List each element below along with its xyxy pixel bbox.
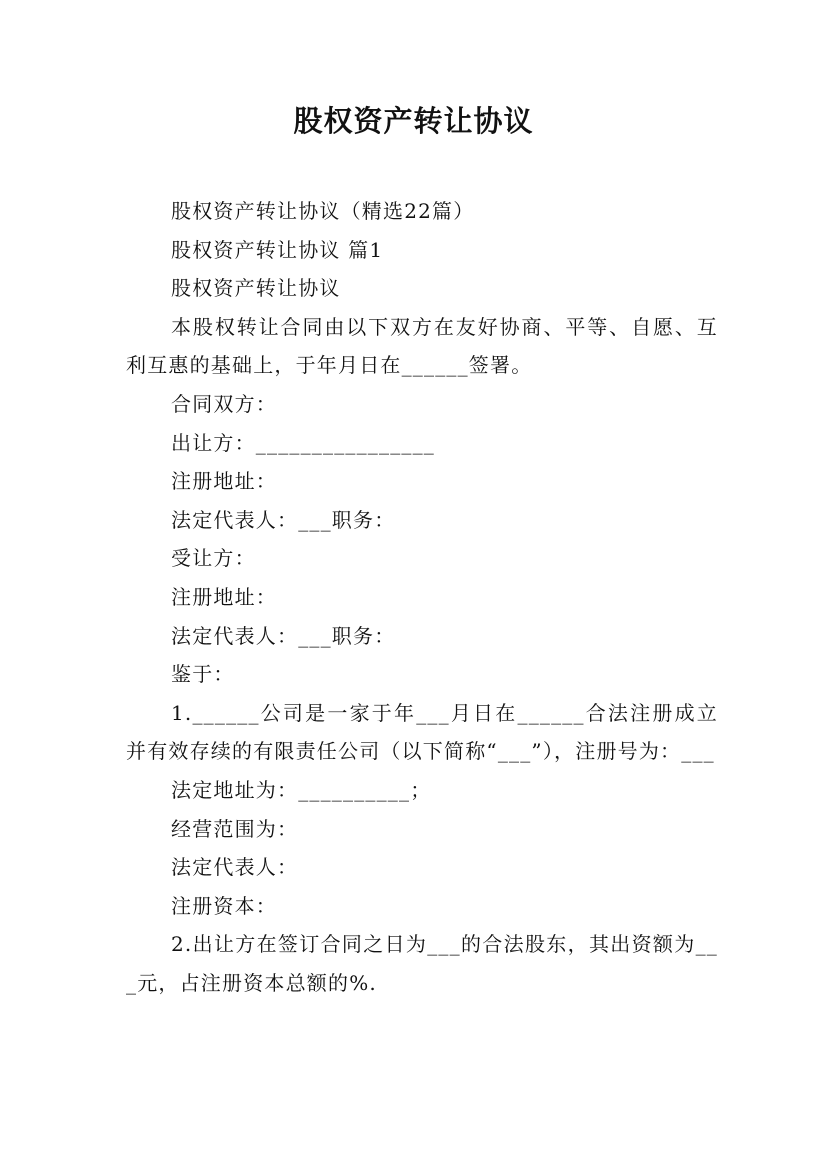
clause-2-paragraph: 2.出让方在签订合同之日为___的合法股东，其出资额为___元，占注册资本总额的%.	[126, 932, 718, 995]
section-heading: 股权资产转让协议 篇1	[171, 237, 384, 262]
whereas-heading: 鉴于：	[171, 662, 235, 687]
registered-capital-field: 注册资本：	[171, 893, 277, 918]
legal-address-field: 法定地址为：__________；	[171, 777, 432, 802]
preamble-paragraph: 本股权转让合同由以下双方在友好协商、平等、自愿、互利互惠的基础上，于年月日在______签署。	[126, 314, 718, 378]
clause-1-paragraph: 1.______公司是一家于年___月日在______合法注册成立并有效存续的有限责任公司（以下简称“___”），注册号为：___	[126, 700, 718, 764]
document-body	[126, 192, 718, 1002]
transferor-address-field: 注册地址：	[171, 469, 277, 494]
document-title: 股权资产转让协议	[293, 104, 534, 138]
transferor-field: 出让方：________________	[171, 430, 435, 455]
transferor-representative-field: 法定代表人：___职务：	[171, 507, 396, 532]
subtitle-line: 股权资产转让协议（精选22篇）	[171, 199, 475, 223]
legal-representative-field: 法定代表人：	[171, 855, 299, 880]
transferee-representative-field: 法定代表人：___职务：	[171, 623, 396, 648]
business-scope-field: 经营范围为：	[171, 816, 299, 841]
parties-heading: 合同双方：	[171, 391, 277, 416]
agreement-name: 股权资产转让协议	[171, 276, 341, 301]
transferee-address-field: 注册地址：	[171, 584, 277, 609]
transferee-field: 受让方：	[171, 546, 256, 571]
